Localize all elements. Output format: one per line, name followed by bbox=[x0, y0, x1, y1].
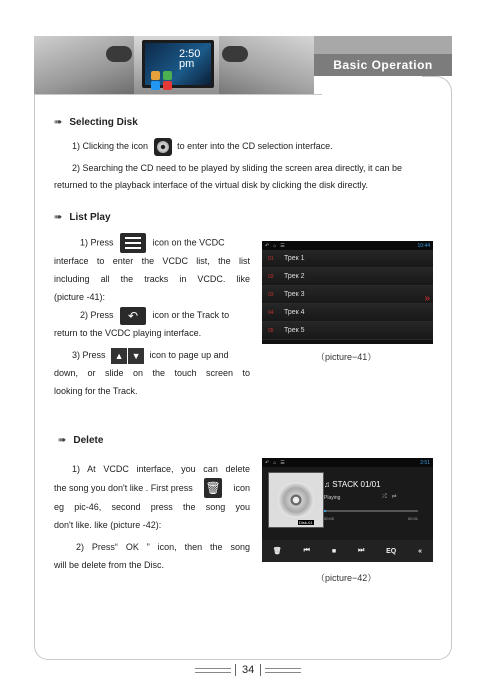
heading-text: Selecting Disk bbox=[69, 117, 138, 128]
track-row bbox=[262, 304, 433, 322]
app-icon bbox=[163, 81, 172, 90]
arrow-icon: ➠ bbox=[54, 212, 63, 223]
section-title: Basic Operation bbox=[314, 54, 452, 76]
track-row bbox=[262, 268, 433, 286]
text-line: interface to enter the VCDC list, the list bbox=[54, 256, 250, 266]
player-toolbar bbox=[262, 540, 433, 562]
home-icon: ⌂ bbox=[273, 459, 277, 466]
text: 1) Press bbox=[80, 237, 114, 248]
trash-icon: 🗑 bbox=[272, 548, 282, 555]
text-line: return to the VCDC playing interface. bbox=[54, 328, 202, 338]
heading-selecting-disk bbox=[54, 117, 138, 128]
text-line: don't like. like (picture -42): bbox=[54, 520, 162, 530]
heading-delete bbox=[58, 435, 103, 446]
list-icon bbox=[120, 233, 146, 253]
status-bar bbox=[262, 241, 433, 250]
cd-icon bbox=[154, 138, 172, 156]
track-label: Трек 2 bbox=[284, 273, 305, 280]
progress-bar bbox=[324, 510, 418, 512]
arrow-icon: ➠ bbox=[54, 117, 63, 128]
footer-rule bbox=[265, 668, 301, 673]
next-icon: ⏭ bbox=[357, 547, 365, 554]
caption-picture-42: （picture−42） bbox=[316, 573, 377, 583]
player-screenshot bbox=[262, 458, 433, 562]
track-row bbox=[262, 250, 433, 268]
air-vent-right bbox=[222, 46, 248, 62]
arrow-icon: ➠ bbox=[58, 435, 67, 446]
footer-rule bbox=[195, 668, 231, 673]
text: icon or the Track to bbox=[152, 310, 230, 320]
text-line: 1) At VCDC interface, you can delete bbox=[72, 464, 250, 474]
home-icon: ⌂ bbox=[273, 242, 277, 249]
app-icon bbox=[151, 71, 160, 80]
header-car-photo bbox=[34, 36, 314, 94]
paragraph bbox=[54, 478, 250, 498]
progress-fill bbox=[324, 510, 326, 512]
track-row bbox=[262, 286, 433, 304]
time-elapsed: 00:00 bbox=[324, 516, 335, 521]
collapse-icon: « bbox=[418, 547, 422, 555]
track-number: 05 bbox=[268, 327, 274, 334]
paragraph bbox=[80, 233, 250, 253]
heading-text: List Play bbox=[69, 212, 111, 223]
track-number: 01 bbox=[268, 255, 274, 262]
text: 2) Press bbox=[80, 310, 114, 320]
page-up-down-icon: ▲ ▼ bbox=[111, 348, 144, 364]
track-list bbox=[262, 250, 433, 340]
text: icon bbox=[233, 483, 250, 493]
menu-icon: ☰ bbox=[280, 242, 285, 249]
shuffle-repeat-icons: ⤮ ⇄ bbox=[382, 494, 397, 500]
text-line: will be delete from the Disc. bbox=[54, 560, 165, 570]
text: the song you don't like . First press bbox=[54, 483, 193, 493]
album-art bbox=[268, 472, 324, 528]
text-line: looking for the Track. bbox=[54, 386, 138, 396]
time-total: 00:31 bbox=[408, 516, 419, 521]
status-bar bbox=[262, 458, 433, 467]
paragraph bbox=[80, 306, 250, 325]
page-footer bbox=[195, 664, 301, 676]
clock: 10:44 bbox=[417, 242, 430, 249]
text: to enter into the CD selection interface. bbox=[177, 141, 333, 151]
head-unit-screen bbox=[142, 40, 214, 88]
trash-icon: 🗑 bbox=[204, 478, 222, 498]
track-row bbox=[262, 322, 433, 340]
menu-icon: ☰ bbox=[280, 459, 285, 466]
back-icon: ↶ bbox=[265, 459, 270, 466]
text: 3) Press bbox=[72, 350, 106, 360]
playback-status: Playing bbox=[324, 495, 341, 501]
air-vent-left bbox=[106, 46, 132, 62]
eq-button: EQ bbox=[386, 547, 397, 555]
frame-corner bbox=[422, 76, 452, 116]
previous-icon: ⏮ bbox=[303, 547, 310, 554]
track-number: 04 bbox=[268, 309, 274, 316]
screen-clock: 2:50 pm bbox=[179, 48, 201, 70]
paragraph bbox=[72, 137, 333, 156]
caption-picture-41: （picture−41） bbox=[316, 352, 377, 362]
title-text: STACK 01/01 bbox=[332, 480, 381, 489]
dashboard-right bbox=[219, 36, 314, 94]
text-line: 2) Press“ OK ” icon, then the song bbox=[76, 542, 250, 552]
music-note-icon: ♫ bbox=[324, 480, 330, 489]
page-number: 34 bbox=[235, 664, 261, 676]
heading-list-play bbox=[54, 212, 111, 223]
text: 1) Clicking the icon bbox=[72, 141, 149, 151]
text-line: down, or slide on the touch screen to bbox=[54, 368, 250, 378]
track-label: Трек 3 bbox=[284, 291, 305, 298]
heading-text: Delete bbox=[73, 435, 104, 446]
track-label: Трек 5 bbox=[284, 327, 305, 334]
app-icon bbox=[151, 81, 160, 90]
stop-icon: ■ bbox=[331, 547, 337, 555]
song-title bbox=[324, 480, 381, 489]
track-label: Трек 4 bbox=[284, 309, 305, 316]
text-line: including all the tracks in VCDC. like bbox=[54, 274, 250, 284]
paragraph: 2) Searching the CD need to be played by sliding the screen area directly, it can be returned to the playback interface of the virtual disk by clicking the disk directly. bbox=[54, 163, 403, 190]
track-number: 02 bbox=[268, 273, 274, 280]
text-line: eg pic-46, second press the song you bbox=[54, 502, 250, 512]
back-icon: ↶ bbox=[265, 242, 270, 249]
disc-icon bbox=[278, 482, 314, 518]
back-icon: ↶ bbox=[120, 307, 146, 325]
track-list-screenshot bbox=[262, 241, 433, 344]
paragraph bbox=[72, 346, 250, 364]
text: icon on the VCDC bbox=[152, 237, 225, 248]
dashboard-left bbox=[34, 36, 134, 94]
text: icon to page up and bbox=[149, 350, 229, 360]
track-label: Трек 1 bbox=[284, 255, 305, 262]
divider bbox=[34, 94, 322, 95]
disc-label: Disk-01 bbox=[299, 520, 313, 525]
page-arrow-icon: » bbox=[424, 293, 430, 304]
text-line: (picture -41): bbox=[54, 292, 106, 302]
track-number: 03 bbox=[268, 291, 274, 298]
app-icon bbox=[163, 71, 172, 80]
clock: 2:51 bbox=[420, 459, 430, 466]
